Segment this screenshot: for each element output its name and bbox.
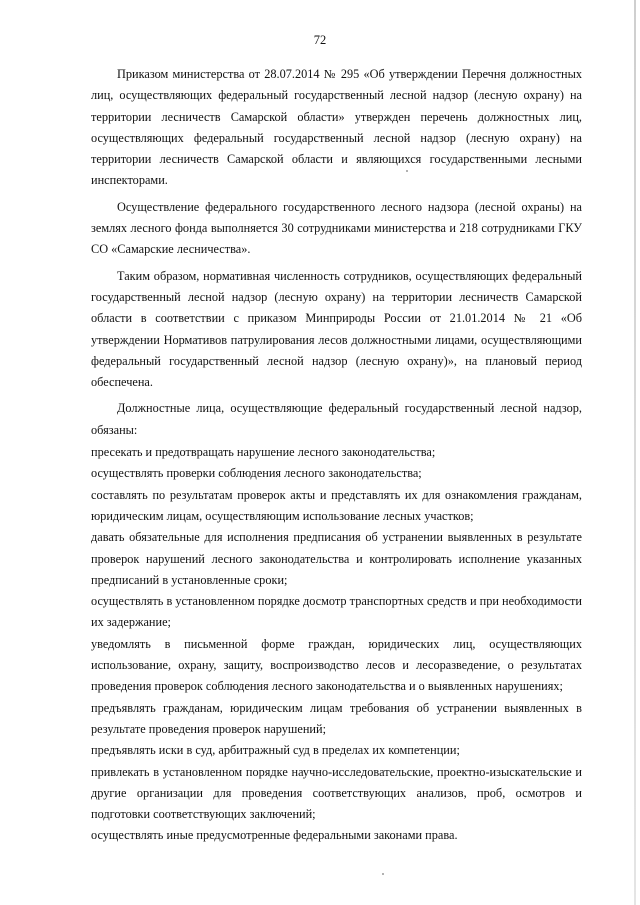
duty-item: уведомлять в письменной форме граждан, юридических лиц, осуществляющих использование, охрану, защиту, воспроизводство лесов и лесоразведение, о результатах проведения проверок соблюдения лесного законодательства и о выявленных нарушениях; [91, 636, 582, 694]
paragraph-duties-intro: Должностные лица, осуществляющие федеральный государственный лесной надзор, обязаны: [91, 401, 582, 437]
paragraph-staff-count: Осуществление федерального государственного лесного надзора (лесной охраны) на землях лесного фонда выполняется 30 сотрудниками министерства и 218 сотрудниками ГКУ СО «Самарские лесничества». [91, 199, 582, 257]
scan-edge-shadow [634, 0, 636, 905]
duty-item: осуществлять в установленном порядке досмотр транспортных средств и при необходимости их задержание; [91, 594, 582, 630]
duty-item: пресекать и предотвращать нарушение лесного законодательства; [91, 445, 436, 460]
duty-item: осуществлять проверки соблюдения лесного законодательства; [91, 466, 422, 481]
page-number: 72 [313, 33, 327, 47]
duty-item: предъявлять иски в суд, арбитражный суд в пределах их компетенции; [91, 743, 460, 758]
duties-list [91, 442, 582, 847]
paragraph-staffing-norms: Таким образом, нормативная численность сотрудников, осуществляющих федеральный государственный лесной надзор (лесную охрану) на территории лесничеств Самарской области в соответствии с приказом Минприроды России от 21.01.2014 № 21 «Об утверждении Нормативов патрулирования лесов должностными лицами, осуществляющими федеральный государственный лесной надзор (лесную охрану)», на плановый период обеспечена. [91, 268, 582, 390]
duty-item: предъявлять гражданам, юридическим лицам требования об устранении выявленных в результате проведения проверок нарушений; [91, 700, 582, 736]
duty-item: составлять по результатам проверок акты и представлять их для ознакомления гражданам, юридическим лицам, осуществляющим использование лесных участков; [91, 487, 582, 523]
scan-dust-speck [382, 873, 384, 875]
duty-item: давать обязательные для исполнения предписания об устранении выявленных в результате проверок нарушений лесного законодательства и контролировать исполнение указанных предписаний в установленные сроки; [91, 530, 582, 587]
duty-item: осуществлять иные предусмотренные федеральными законами права. [91, 828, 458, 843]
paragraph-order-295: Приказом министерства от 28.07.2014 № 295 «Об утверждении Перечня должностных лиц, осуществляющих федеральный государственный лесной надзор (лесную охрану) на территории лесничеств Самарской области» утвержден перечень должностных лиц, осуществляющих федеральный государственный лесной надзор (лесную охрану) на территории лесничеств Самарской области и являющихся государственными лесными инспекторами. [91, 67, 582, 188]
duty-item: привлекать в установленном порядке научно-исследовательские, проектно-изыскательские и другие организации для проведения соответствующих анализов, проб, осмотров и подготовки соответствующих заключений; [91, 764, 582, 822]
document-body [91, 64, 582, 847]
